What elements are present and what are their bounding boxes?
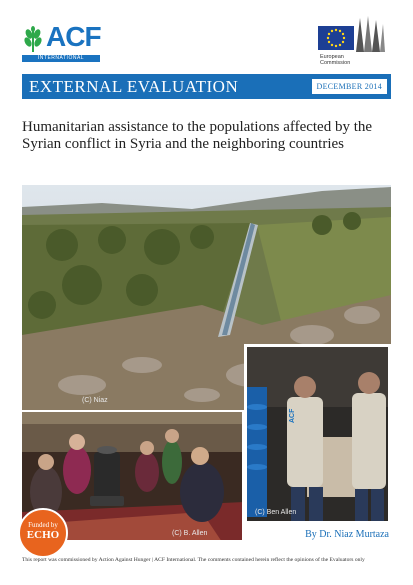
funded-by-label: Funded by	[28, 521, 58, 529]
report-date: DECEMBER 2014	[312, 79, 387, 94]
acf-wheat-icon	[22, 26, 44, 52]
title-banner	[22, 74, 391, 99]
commission-building-icon	[354, 14, 386, 54]
aid-workers-photo	[244, 344, 391, 524]
funded-by-badge	[18, 508, 68, 558]
eu-text-line2: Commission	[320, 60, 351, 66]
banner-title: EXTERNAL EVALUATION	[29, 77, 239, 96]
funder-name: ECHO	[26, 529, 60, 541]
acf-logo	[22, 22, 102, 68]
eu-flag-icon	[318, 26, 354, 50]
svg-text:ACF: ACF	[289, 408, 296, 423]
eu-text-line1: European	[320, 54, 344, 60]
main-photo-credit: (C) Niaz	[82, 397, 108, 404]
european-commission-logo	[306, 14, 386, 72]
left-photo-credit: (C) B. Allen	[172, 530, 208, 537]
eu-logo-text	[320, 54, 350, 66]
acf-logo-text: ACF	[46, 21, 101, 52]
acf-logo-subtext: INTERNATIONAL	[22, 55, 100, 62]
right-photo-credit: (C) Ben Allen	[255, 509, 297, 516]
document-title: Humanitarian assistance to the populations affected by the Syrian conflict in Syria and the neighboring countries	[22, 119, 373, 152]
footer-disclaimer: This report was commissioned by Action Against Hunger | ACF International. The comments contained herein reflect the opinions of the Evaluators only	[22, 557, 365, 563]
author-line: By Dr. Niaz Murtaza	[305, 529, 389, 540]
